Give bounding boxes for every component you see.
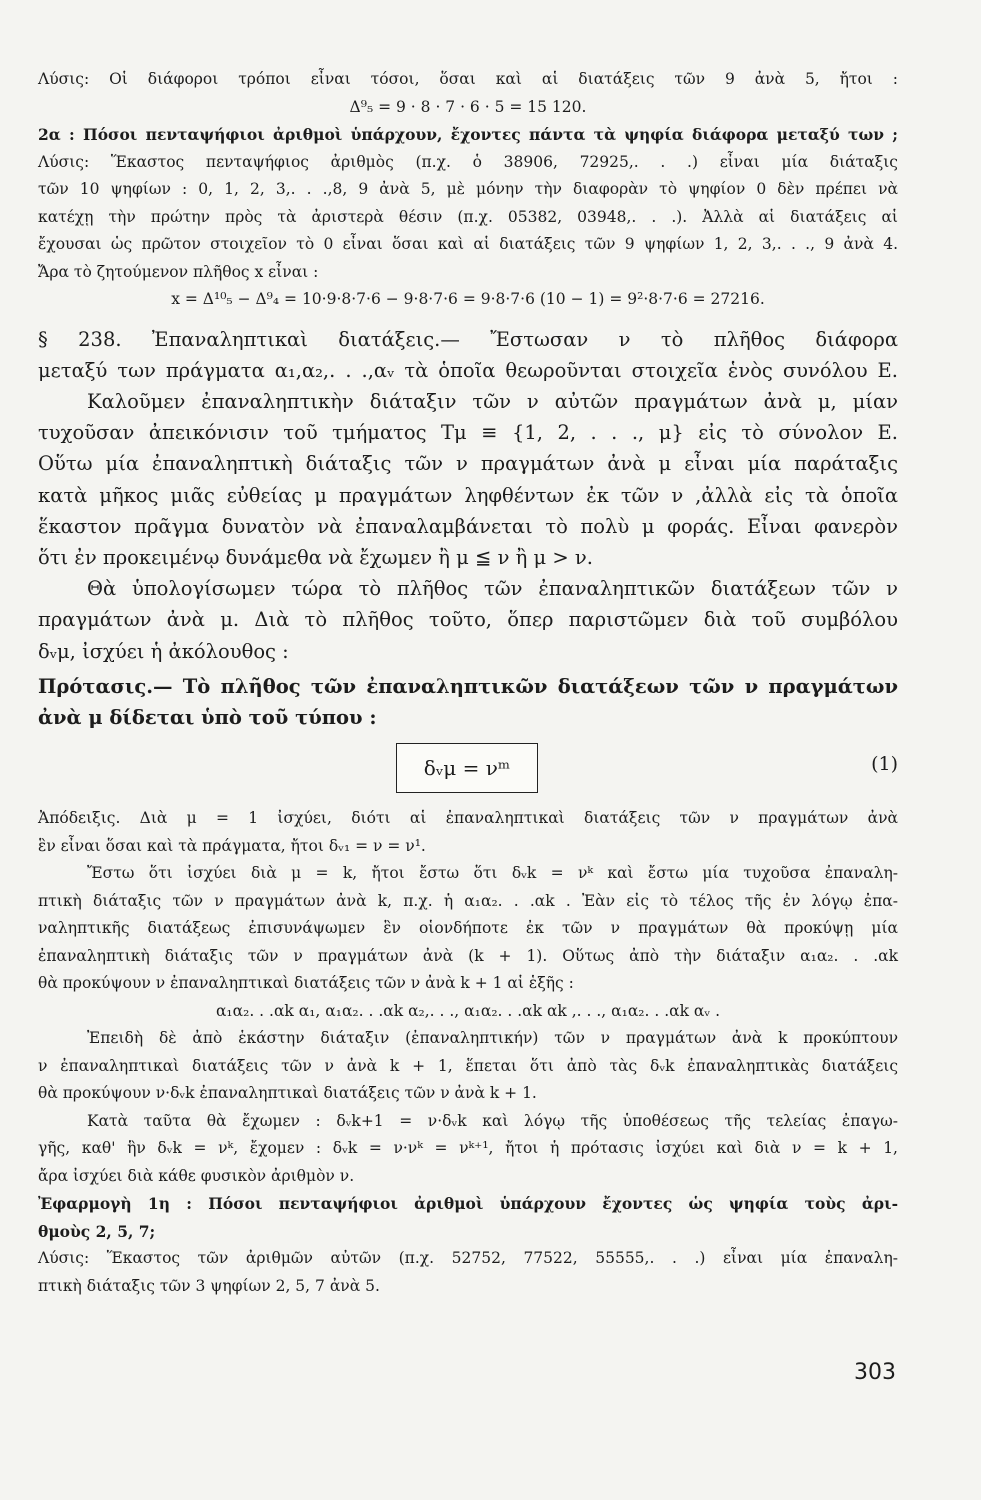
section-line-6: κατὰ μῆκος μιᾶς εὐθείας μ πραγμάτων ληφθέντων ἐκ τῶν ν ,ἀλλὰ εἰς τὰ ὁποῖα: [38, 483, 898, 507]
boxed-formula: δᵥμ = νᵐ: [396, 743, 538, 793]
proof-formula-list: α₁α₂. . .αk α₁, α₁α₂. . .αk α₂,. . ., α₁α₂. . .αk αk ,. . ., α₁α₂. . .αk αᵥ .: [215, 1001, 721, 1020]
proof-line-4: πτικὴ διάταξις τῶν ν πραγμάτων ἀνὰ k, π.χ. ἡ α₁α₂. . .αk . Ἐὰν εἰς τὸ τέλος τῆς ἐν λόγῳ ἐπα-: [38, 891, 898, 910]
text-line-7: ἔχουσαι ὡς πρῶτον στοιχεῖον τὸ 0 εἶναι ὅσαι καὶ αἱ διατάξεις τῶν 9 ψηφίων 1, 2, 3,. . ., 9 ἀνὰ 4.: [38, 235, 898, 253]
section-line-5: Οὕτω μία ἐπαναληπτικὴ διάταξις τῶν ν πραγμάτων ἀνὰ μ εἶναι μία παράταξις: [38, 452, 898, 476]
section-line-10: πραγμάτων ἀνὰ μ. Διὰ τὸ πλῆθος τοῦτο, ὅπερ παριστῶμεν διὰ τοῦ συμβόλου: [38, 608, 898, 632]
proof-line-3: Ἔστω ὅτι ἰσχύει διὰ μ = k, ἤτοι ἔστω ὅτι δᵥk = νᵏ καὶ ἔστω μία τυχοῦσα ἐπαναλη-: [87, 864, 898, 883]
proof-line-2: ἓν εἶναι ὅσαι καὶ τὰ πράγματα, ἤτοι δᵥ₁ = ν = ν¹.: [38, 836, 426, 855]
proof-line-1: Ἀπόδειξις. Διὰ μ = 1 ἰσχύει, διότι αἱ ἐπαναληπτικαὶ διατάξεις τῶν ν πραγμάτων ἀνὰ: [38, 809, 898, 828]
proof-line-14: ἄρα ἰσχύει διὰ κάθε φυσικὸν ἀριθμὸν ν.: [38, 1166, 355, 1185]
proof-line-12: Κατὰ ταῦτα θὰ ἔχωμεν : δᵥk+1 = ν·δᵥk καὶ λόγῳ τῆς ὑποθέσεως τῆς τελείας ἐπαγω-: [87, 1111, 898, 1130]
page-number: 303: [854, 1360, 896, 1385]
text-line-1: Λύσις: Οἱ διάφοροι τρόποι εἶναι τόσοι, ὅσαι καὶ αἱ διατάξεις τῶν 9 ἀνὰ 5, ἤτοι :: [38, 70, 898, 88]
application-solution-1: Λύσις: Ἕκαστος τῶν ἀριθμῶν αὐτῶν (π.χ. 52752, 77522, 55555,. . .) εἶναι μία ἐπαναλη-: [38, 1249, 898, 1268]
section-line-2: μεταξύ των πράγματα α₁,α₂,. . .,αᵥ τὰ ὁποῖα θεωροῦνται στοιχεῖα ἑνὸς συνόλου Ε.: [38, 358, 898, 382]
boxed-formula-row: [38, 737, 898, 799]
text-line-4: Λύσις: Ἕκαστος πενταψήφιος ἀριθμὸς (π.χ. ὁ 38906, 72925,. . .) εἶναι μία διάταξις: [38, 152, 898, 171]
page-body: [38, 62, 898, 1300]
section-line-3: Καλοῦμεν ἐπαναληπτικὴν διάταξιν τῶν ν αὐτῶν πραγμάτων ἀνὰ μ, μίαν: [87, 389, 898, 413]
proposition-heading: Πρότασις.— Τὸ πλῆθος τῶν ἐπαναληπτικῶν διατάξεων τῶν ν πραγμάτων: [38, 674, 898, 698]
proof-line-5: ναληπτικῆς διατάξεως ἐπισυνάψωμεν ἓν οἱονδήποτε ἐκ τῶν ν πραγμάτων θὰ προκύψῃ μία: [38, 919, 898, 938]
application-line-2: θμοὺς 2, 5, 7;: [38, 1221, 156, 1241]
section-line-7: ἕκαστον πρᾶγμα δυνατὸν νὰ ἐπαναλαμβάνεται τὸ πολὺ μ φοράς. Εἶναι φανερὸν: [38, 514, 898, 538]
proof-line-11: θὰ προκύψουν ν·δᵥk ἐπαναληπτικαὶ διατάξεις τῶν ν ἀνὰ k + 1.: [38, 1084, 537, 1103]
equation-number: (1): [871, 753, 898, 776]
application-solution-2: πτικὴ διάταξις τῶν 3 ψηφίων 2, 5, 7 ἀνὰ 5.: [38, 1276, 380, 1295]
proof-line-9: Ἐπειδὴ δὲ ἀπὸ ἑκάστην διάταξιν (ἐπαναληπτικήν) τῶν ν πραγμάτων ἀνὰ k προκύπτουν: [87, 1029, 898, 1048]
proof-line-10: ν ἐπαναληπτικαὶ διατάξεις τῶν ν ἀνὰ k + 1, ἕπεται ὅτι ἀπὸ τὰς δᵥk ἐπαναληπτικὰς διατάξεις: [38, 1056, 898, 1075]
problem-2-heading: 2α : Πόσοι πενταψήφιοι ἀριθμοὶ ὑπάρχουν, ἔχοντες πάντα τὰ ψηφία διάφορα μεταξύ των ;: [38, 125, 898, 144]
proof-line-13: γῆς, καθ' ἣν δᵥk = νᵏ, ἔχομεν : δᵥk = ν·νᵏ = νᵏ⁺¹, ἤτοι ἡ πρότασις ἰσχύει καὶ διὰ ν = k + 1,: [38, 1139, 898, 1158]
application-heading: Ἐφαρμογὴ 1η : Πόσοι πενταψήφιοι ἀριθμοὶ ὑπάρχουν ἔχοντες ὡς ψηφία τοὺς ἀρι-: [38, 1194, 898, 1214]
proof-line-6: ἐπαναληπτικὴ διάταξις τῶν ν πραγμάτων ἀνὰ (k + 1). Οὕτως ἀπὸ τὴν διάταξιν α₁α₂. . .αk: [38, 946, 898, 965]
section-238-title: § 238. Ἐπαναληπτικαὶ διατάξεις.— Ἔστωσαν ν τὸ πλῆθος διάφορα: [38, 327, 898, 351]
text-line-8: Ἄρα τὸ ζητούμενον πλῆθος x εἶναι :: [38, 262, 319, 281]
formula-2: x = Δ¹⁰₅ − Δ⁹₄ = 10·9·8·7·6 − 9·8·7·6 = 9·8·7·6 (10 − 1) = 9²·8·7·6 = 27216.: [171, 290, 765, 308]
text-line-5: τῶν 10 ψηφίων : 0, 1, 2, 3,. . .,8, 9 ἀνὰ 5, μὲ μόνην τὴν διαφορὰν τὸ ψηφίον 0 δὲν πρέπει νὰ: [38, 180, 898, 198]
section-line-11: δᵥμ, ἰσχύει ἡ ἀκόλουθος :: [38, 639, 289, 663]
proof-line-7: θὰ προκύψουν ν ἐπαναληπτικαὶ διατάξεις τῶν ν ἀνὰ k + 1 αἱ ἑξῆς :: [38, 974, 574, 993]
text-line-6: κατέχῃ τὴν πρώτην πρὸς τὰ ἀριστερὰ θέσιν (π.χ. 05382, 03948,. . .). Ἀλλὰ αἱ διατάξεις αἱ: [38, 207, 898, 226]
formula-1: Δ⁹₅ = 9 · 8 · 7 · 6 · 5 = 15 120.: [349, 97, 587, 116]
section-line-4: τυχοῦσαν ἀπεικόνισιν τοῦ τμήματος Τμ ≡ {1, 2, . . ., μ} εἰς τὸ σύνολον Ε.: [38, 421, 898, 445]
section-line-9: Θὰ ὑπολογίσωμεν τώρα τὸ πλῆθος τῶν ἐπαναληπτικῶν διατάξεων τῶν ν: [87, 577, 898, 601]
proposition-line-2: ἀνὰ μ δίδεται ὑπὸ τοῦ τύπου :: [38, 705, 377, 729]
section-line-8: ὅτι ἐν προκειμένῳ δυνάμεθα νὰ ἔχωμεν ἢ μ ≦ ν ἢ μ > ν.: [38, 545, 593, 569]
